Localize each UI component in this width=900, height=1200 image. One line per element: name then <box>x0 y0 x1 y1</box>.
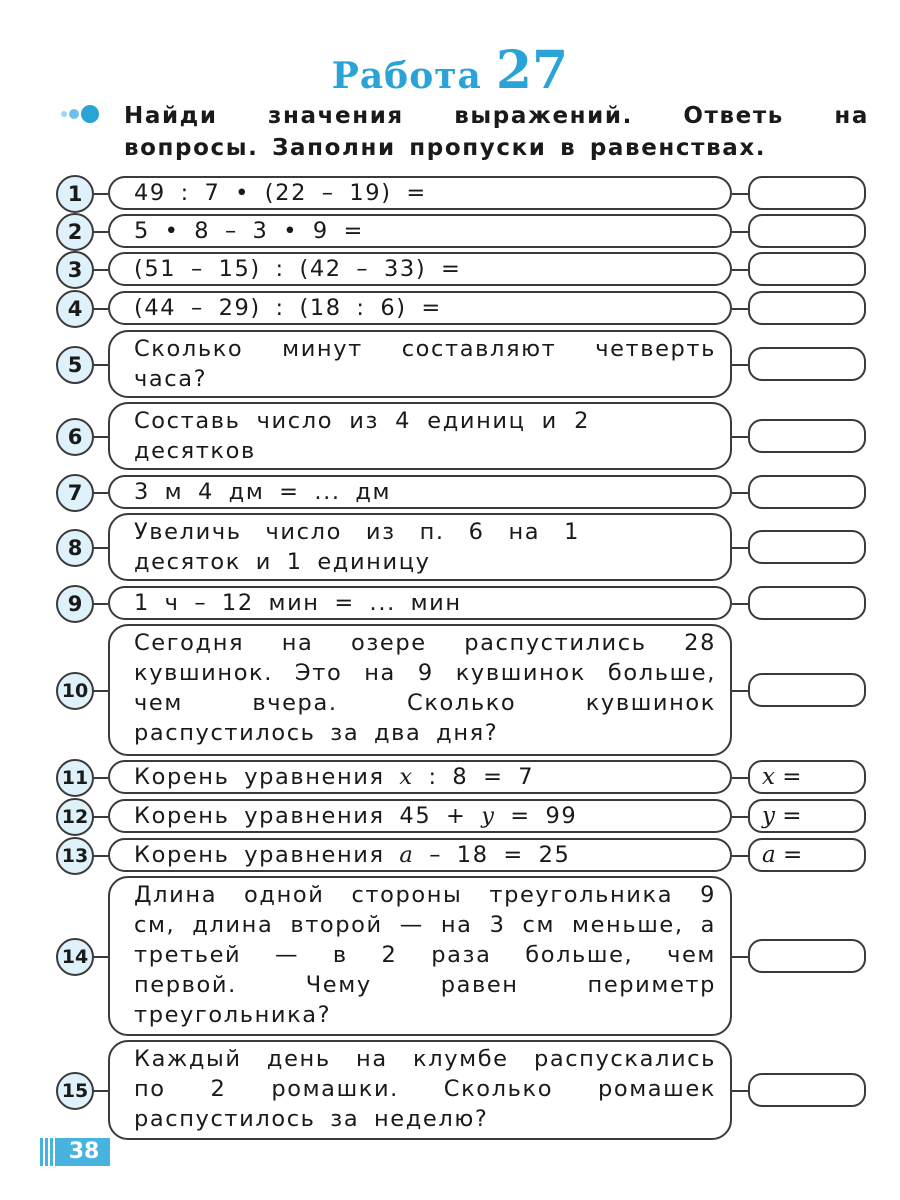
task-question-10: Сегодня на озере распустились 28 кувшинок. Это на 9 кувшинок больше, чем вчера. Сколько кувшинок распустилось за два дня? <box>108 624 732 756</box>
task-row-7 <box>0 475 900 509</box>
task-row-11 <box>0 760 900 794</box>
page-title <box>0 40 900 101</box>
answer-field-10[interactable] <box>748 673 866 707</box>
task-equation-12 <box>108 799 732 833</box>
task-number-15: 15 <box>56 1072 94 1110</box>
task-row-1 <box>0 176 900 210</box>
answer-field-3[interactable] <box>748 252 866 286</box>
variable-a: a <box>399 842 415 868</box>
answer-field-12[interactable]: y = <box>748 799 866 833</box>
equation-prefix: Корень уравнения <box>134 803 385 829</box>
variable-y: y <box>481 803 496 829</box>
task-number-4: 4 <box>56 290 94 328</box>
answer-field-13[interactable]: a = <box>748 838 866 872</box>
task-row-4 <box>0 291 900 325</box>
task-question-5: Сколько минут составляют четверть часа? <box>108 330 732 398</box>
task-number-8: 8 <box>56 529 94 567</box>
task-number-5: 5 <box>56 346 94 384</box>
task-number-2: 2 <box>56 213 94 251</box>
task-row-6 <box>0 402 900 470</box>
task-question-9: 1 ч – 12 мин = ... мин <box>108 586 732 620</box>
answer-field-2[interactable] <box>748 214 866 248</box>
answer-field-15[interactable] <box>748 1073 866 1107</box>
task-row-12 <box>0 799 900 833</box>
answer-field-1[interactable] <box>748 176 866 210</box>
page-number: 38 <box>58 1138 110 1166</box>
task-number-10: 10 <box>56 672 94 710</box>
task-number-12: 12 <box>56 798 94 836</box>
answer-field-8[interactable] <box>748 530 866 564</box>
equation-rest: : 8 = 7 <box>413 764 535 790</box>
answer-field-7[interactable] <box>748 475 866 509</box>
page-number-tag <box>40 1138 110 1166</box>
answer-field-9[interactable] <box>748 586 866 620</box>
task-row-13 <box>0 838 900 872</box>
task-expression-4: (44 – 29) : (18 : 6) = <box>108 291 732 325</box>
task-expression-1: 49 : 7 • (22 – 19) = <box>108 176 732 210</box>
task-row-14 <box>0 876 900 1036</box>
page-tag-stripes <box>40 1138 58 1166</box>
equation-pre-var: 45 + <box>399 803 482 829</box>
task-equation-11 <box>108 760 732 794</box>
equation-prefix: Корень уравнения <box>134 764 385 790</box>
task-number-3: 3 <box>56 251 94 289</box>
answer-field-5[interactable] <box>748 347 866 381</box>
task-question-7: 3 м 4 дм = ... дм <box>108 475 732 509</box>
equation-rest: = 99 <box>495 803 578 829</box>
bullet-dots-icon <box>52 104 112 124</box>
task-row-2 <box>0 214 900 248</box>
answer-field-4[interactable] <box>748 291 866 325</box>
title-number: 27 <box>495 40 569 101</box>
instructions: Найди значения выражений. Ответь на вопросы. Заполни пропуски в равенствах. <box>124 103 869 161</box>
task-row-10 <box>0 624 900 756</box>
variable-x: x <box>399 764 414 790</box>
task-question-15: Каждый день на клумбе распускались по 2 ромашки. Сколько ромашек распустилось за неделю? <box>108 1040 732 1140</box>
task-row-15 <box>0 1040 900 1140</box>
task-number-1: 1 <box>56 175 94 213</box>
task-row-3 <box>0 252 900 286</box>
title-word: Работа <box>331 55 482 97</box>
task-number-7: 7 <box>56 474 94 512</box>
equation-rest: – 18 = 25 <box>414 842 571 868</box>
task-number-11: 11 <box>56 759 94 797</box>
task-question-6: Составь число из 4 единиц и 2 десятков <box>108 402 732 470</box>
equation-prefix: Корень уравнения <box>134 842 385 868</box>
task-number-14: 14 <box>56 938 94 976</box>
task-question-14: Длина одной стороны треугольника 9 см, длина второй — на 3 см меньше, а третьей — в 2 раза больше, чем первой. Чему равен периметр треугольника? <box>108 876 732 1036</box>
task-row-8 <box>0 513 900 581</box>
task-equation-13 <box>108 838 732 872</box>
task-number-6: 6 <box>56 418 94 456</box>
task-row-5 <box>0 330 900 398</box>
task-number-13: 13 <box>56 837 94 875</box>
task-expression-2: 5 • 8 – 3 • 9 = <box>108 214 732 248</box>
task-expression-3: (51 – 15) : (42 – 33) = <box>108 252 732 286</box>
answer-field-14[interactable] <box>748 939 866 973</box>
answer-field-6[interactable] <box>748 419 866 453</box>
answer-field-11[interactable]: x = <box>748 760 866 794</box>
task-number-9: 9 <box>56 585 94 623</box>
task-row-9 <box>0 586 900 620</box>
task-question-8: Увеличь число из п. 6 на 1 десяток и 1 единицу <box>108 513 732 581</box>
